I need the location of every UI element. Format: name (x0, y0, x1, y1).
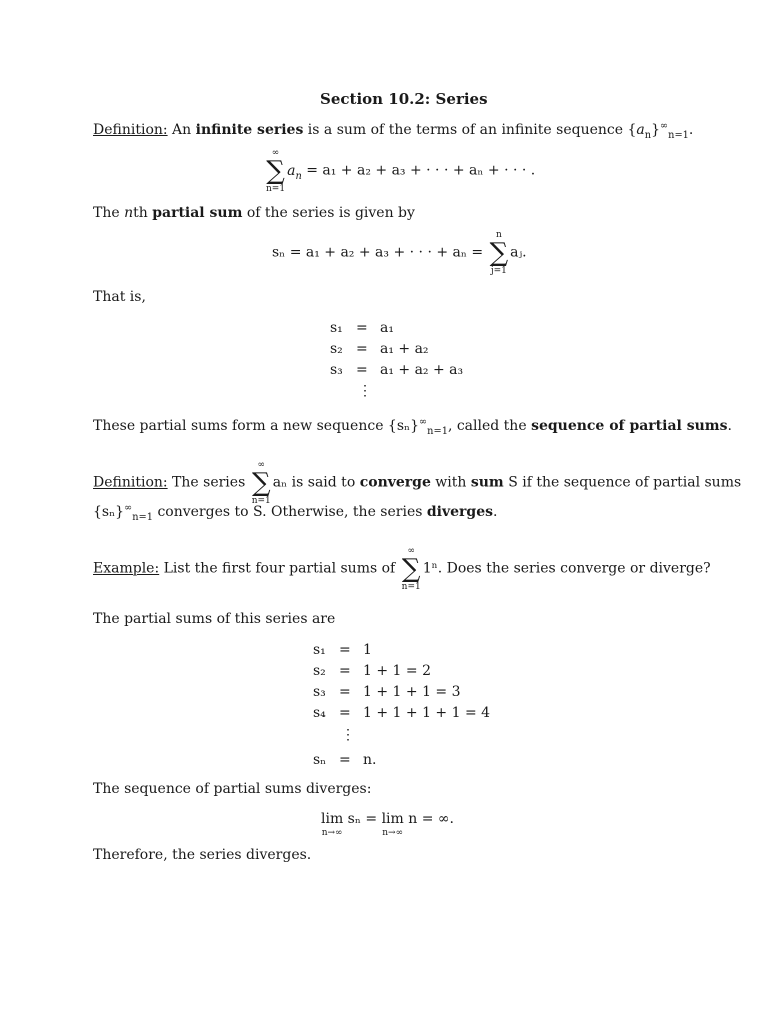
term-sequence-of-partial-sums: sequence of partial sums (531, 418, 728, 434)
diverges-sentence: The sequence of partial sums diverges: (93, 781, 372, 797)
term-converge: converge (359, 474, 431, 491)
document-page: Section 10.2: Series Definition: An infinite series is a sum of the terms of an infinite sequence $\{a_n\}^\infty_{n=1}$. ∞ ∑ n=1 $a_n = a_1 + a_2 + a_3$ + · · · + aₙ + · · · . The nth partial sum of the series is given by sₙ = a₁ + a₂ + a₃ + · · · + aₙ = n ∑ j=1 aⱼ. That is, s₁ s₂ s₃ = = = a₁ a₁ + a₂ a₁ + a₂ + a₃ ⋮ These partial sums form a new sequence $\{s_n\}^\infty_{n=1}$, called the sequence of partial sums. Definition: The series ∞ ∑ n=1 aₙ is said to converge with sum S if the sequence of partial sums $\{s_n\}^\infty_{n=1}$ converges to S. Otherwise, the series diverges. Example: List the first four partial sums of ∞ ∑ n=1 1ⁿ. Does the series converge or diverge? The partial sums of this series are s₁ s₂ s₃ s₄ = = = = 1 1 + 1 = 2 1 + 1 + 1 = 3 1 + 1 + 1 + 1 = 4 ⋮ sₙ = n. The sequence of partial sums diverges: lim n→∞ sₙ = lim n→∞ n = ∞. Therefore, the series diverges. (93, 90, 742, 863)
definition-convergence-line2: $\{s_n\}^\infty_{n=1}$ converges to S. Otherwise, the series diverges. (93, 502, 498, 523)
summation-symbol: ∞ ∑ n=1 (401, 546, 421, 592)
term-diverges: diverges (426, 504, 493, 520)
vertical-ellipsis: ⋮ (358, 383, 372, 399)
summation-symbol: n ∑ j=1 (489, 230, 509, 276)
term-sum: sum (470, 474, 504, 491)
definition-convergence: Definition: The series ∞ ∑ n=1 aₙ is said to converge with sum S if the sequence of partial sums (93, 460, 742, 506)
summation-symbol: ∞ ∑ n=1 (266, 148, 286, 194)
summation-symbol: ∞ ∑ n=1 (251, 460, 271, 506)
example-label: Example: (93, 560, 160, 577)
term-partial-sum: partial sum (152, 205, 243, 221)
that-is-text: That is, (93, 289, 146, 305)
conclusion: Therefore, the series diverges. (93, 847, 312, 863)
example-statement: Example: List the first four partial sums of ∞ ∑ n=1 1ⁿ. Does the series converge or diverge? (93, 546, 711, 592)
limit-operator: lim n→∞ (321, 811, 344, 838)
partial-sum-intro: The nth partial sum of the series is given by (93, 205, 415, 221)
section-title: Section 10.2: Series (320, 90, 488, 108)
partial-sum-equation: sₙ = a₁ + a₂ + a₃ + · · · + aₙ = n ∑ j=1 aⱼ. (272, 230, 527, 276)
limit-equation: lim n→∞ sₙ = lim n→∞ n = ∞. (321, 811, 455, 838)
sequence-of-partial-sums-sentence: These partial sums form a new sequence $\{s_n\}^\infty_{n=1}$, called the sequence of partial sums. (93, 416, 732, 437)
vertical-ellipsis: ⋮ (341, 727, 355, 743)
limit-operator: lim n→∞ (381, 811, 404, 838)
definition-label: Definition: (93, 474, 168, 491)
definition-label: Definition: (93, 122, 168, 138)
definition-infinite-series: Definition: An infinite series is a sum of the terms of an infinite sequence $\{a_n\}^\infty_{n=1}$. (93, 120, 694, 141)
term-infinite-series: infinite series (195, 122, 304, 138)
partial-sums-intro: The partial sums of this series are (93, 611, 336, 627)
series-equation: ∞ ∑ n=1 $a_n = a_1 + a_2 + a_3$ + · · · + aₙ + · · · . (266, 148, 536, 194)
